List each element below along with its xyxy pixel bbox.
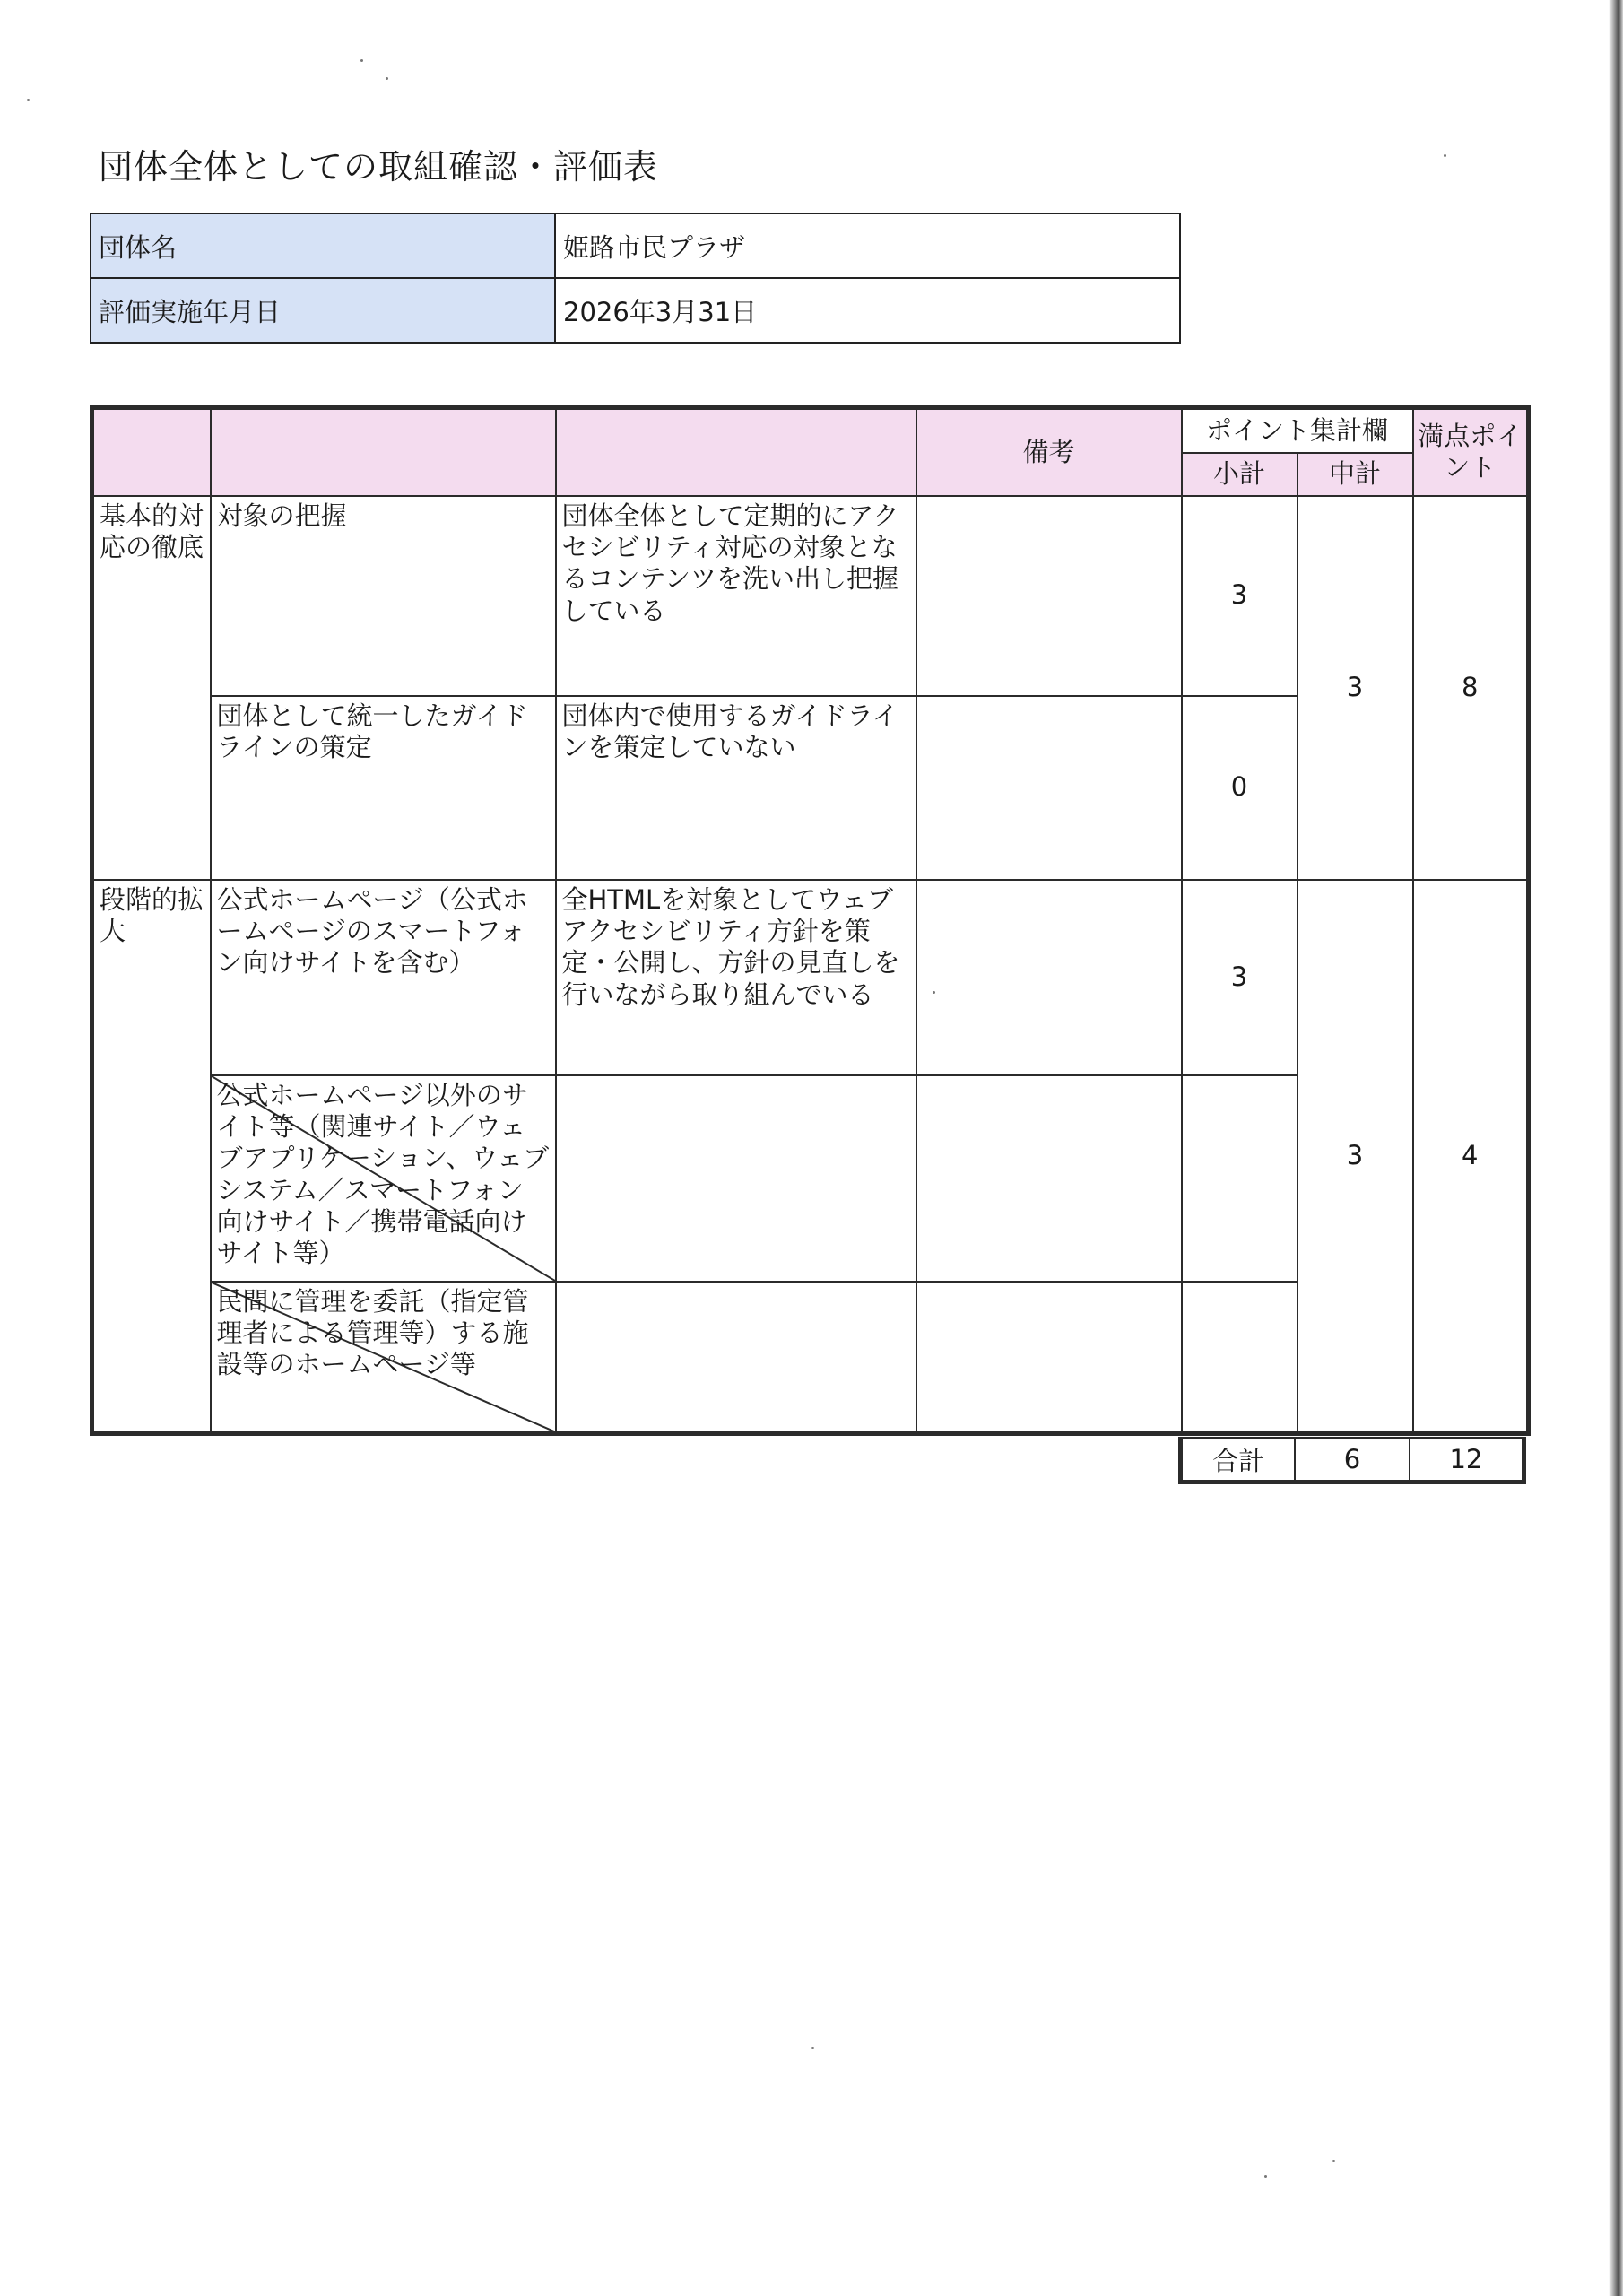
full-points-cell: 8 (1413, 496, 1529, 880)
org-info-table (90, 213, 1181, 344)
total-full: 12 (1410, 1438, 1524, 1483)
page-title: 団体全体としての取組確認・評価表 (99, 147, 659, 187)
header-full-points: 満点ポイント (1413, 408, 1529, 496)
header-point-summary: ポイント集計欄 (1182, 408, 1413, 453)
remarks-cell (916, 880, 1182, 1075)
header-category (92, 408, 211, 496)
scan-speck (1264, 2175, 1267, 2178)
eval-date-value: 2026年3月31日 (555, 278, 1180, 343)
header-remarks: 備考 (916, 408, 1182, 496)
scan-speck (1332, 2160, 1335, 2162)
scan-speck (1444, 154, 1446, 157)
table-row (92, 880, 1529, 1075)
status-cell: 全HTMLを対象としてウェブアクセシビリティ方針を策定・公開し、方針の見直しを行いながら取り組んでいる (556, 880, 916, 1075)
subtotal-cell: 0 (1182, 696, 1298, 880)
subtotal-cell: 3 (1182, 880, 1298, 1075)
header-status (556, 408, 916, 496)
scan-speck (933, 991, 935, 994)
subtotal-cell (1182, 1075, 1298, 1282)
scan-edge (1609, 0, 1623, 2296)
header-item (211, 408, 556, 496)
totals-table (1178, 1437, 1526, 1484)
category-cell: 基本的対応の徹底 (92, 496, 211, 880)
total-midtotal: 6 (1295, 1438, 1410, 1483)
status-cell: 団体内で使用するガイドラインを策定していない (556, 696, 916, 880)
subtotal-cell (1182, 1282, 1298, 1434)
header-row-1 (92, 408, 1529, 453)
remarks-cell (916, 496, 1182, 696)
table-row (92, 496, 1529, 696)
item-cell: 公式ホームページ（公式ホームページのスマートフォン向けサイトを含む） (211, 880, 556, 1075)
item-text: 民間に管理を委託（指定管理者による管理等）する施設等のホームページ等 (216, 1285, 529, 1380)
scan-speck (386, 77, 388, 80)
total-label: 合計 (1181, 1438, 1296, 1483)
org-name-value: 姫路市民プラザ (555, 213, 1180, 278)
evaluation-table (90, 405, 1531, 1436)
totals-row (1181, 1438, 1524, 1483)
org-name-row (91, 213, 1180, 278)
item-cell: 対象の把握 (211, 496, 556, 696)
full-points-cell: 4 (1413, 880, 1529, 1434)
eval-date-label: 評価実施年月日 (91, 278, 555, 343)
status-cell (556, 1282, 916, 1434)
eval-date-row (91, 278, 1180, 343)
scan-speck (812, 2047, 814, 2049)
midtotal-cell: 3 (1298, 496, 1413, 880)
header-subtotal: 小計 (1182, 453, 1298, 496)
header-midtotal: 中計 (1298, 453, 1413, 496)
status-cell (556, 1075, 916, 1282)
item-cell (211, 1282, 556, 1434)
category-cell: 段階的拡大 (92, 880, 211, 1434)
midtotal-cell: 3 (1298, 880, 1413, 1434)
subtotal-cell: 3 (1182, 496, 1298, 696)
remarks-cell (916, 1075, 1182, 1282)
item-text: 公式ホームページ以外のサイト等（関連サイト／ウェブアプリケーション、ウェブシステム／スマートフォン向けサイト／携帯電話向けサイト等） (216, 1079, 550, 1269)
remarks-cell (916, 1282, 1182, 1434)
scan-speck (360, 59, 363, 62)
scan-speck (27, 99, 30, 101)
org-name-label: 団体名 (91, 213, 555, 278)
item-cell (211, 1075, 556, 1282)
item-cell: 団体として統一したガイドラインの策定 (211, 696, 556, 880)
status-cell: 団体全体として定期的にアクセシビリティ対応の対象となるコンテンツを洗い出し把握している (556, 496, 916, 696)
remarks-cell (916, 696, 1182, 880)
